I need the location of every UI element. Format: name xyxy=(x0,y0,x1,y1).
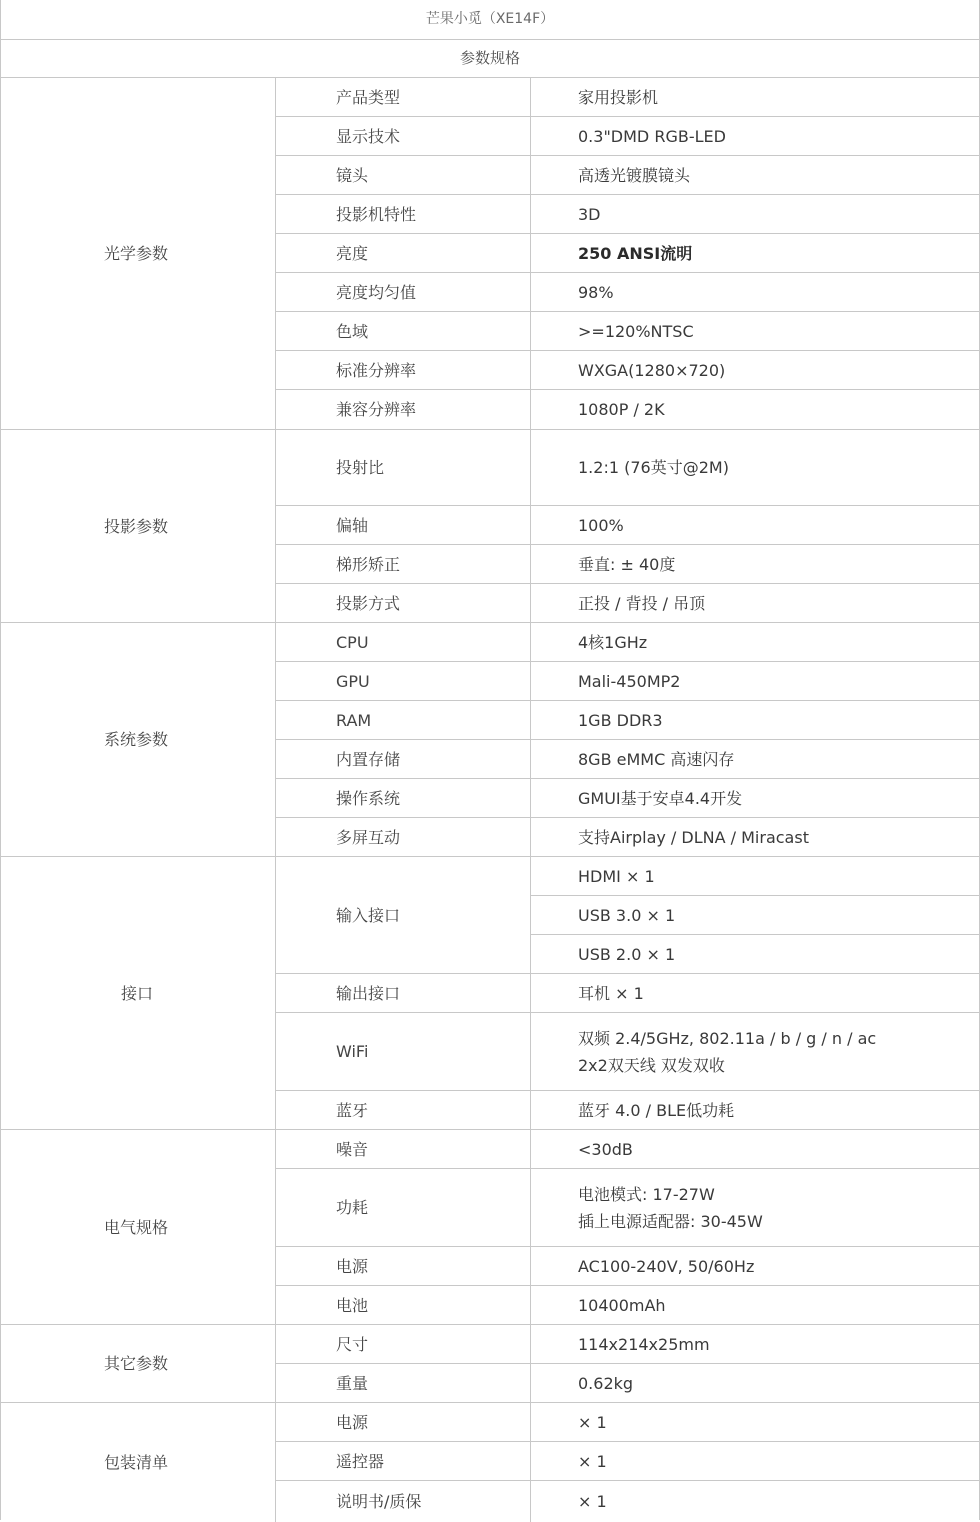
row-value: USB 2.0 × 1 xyxy=(578,944,676,964)
row-label: 镜头 xyxy=(336,165,369,185)
row-value: AC100-240V, 50/60Hz xyxy=(578,1256,755,1276)
category-package: 包装清单 xyxy=(104,1452,169,1472)
row-value: 电池模式: 17-27W 插上电源适配器: 30-45W xyxy=(578,1184,763,1231)
row-label: 标准分辨率 xyxy=(336,360,417,380)
row-label: 尺寸 xyxy=(336,1334,369,1354)
category-other: 其它参数 xyxy=(104,1354,169,1374)
row-label: 亮度均匀值 xyxy=(336,282,417,302)
row-value: 支持Airplay / DLNA / Miracast xyxy=(578,827,809,847)
row-value: 垂直: ± 40度 xyxy=(578,554,676,574)
row-label: 产品类型 xyxy=(336,87,401,107)
row-value: 正投 / 背投 / 吊顶 xyxy=(578,593,706,613)
row-value: 10400mAh xyxy=(578,1295,666,1315)
row-label: 投影方式 xyxy=(336,593,401,613)
row-value: 1080P / 2K xyxy=(578,400,665,420)
category-system: 系统参数 xyxy=(104,730,169,750)
row-label: 输出接口 xyxy=(336,983,401,1003)
spec-heading: 参数规格 xyxy=(459,49,520,68)
row-value: GMUI基于安卓4.4开发 xyxy=(578,788,743,808)
row-label: 电源 xyxy=(336,1256,369,1276)
row-value: × 1 xyxy=(578,1491,607,1511)
row-value: WXGA(1280×720) xyxy=(578,360,726,380)
category-projection: 投影参数 xyxy=(104,516,169,536)
row-value: 3D xyxy=(578,204,601,224)
row-value: 双频 2.4/5GHz, 802.11a / b / g / n / ac 2x2双天线 双发双收 xyxy=(578,1028,877,1075)
row-value: × 1 xyxy=(578,1412,607,1432)
row-value: >=120%NTSC xyxy=(578,321,694,341)
row-label: GPU xyxy=(336,671,370,691)
row-label: 操作系统 xyxy=(336,788,401,808)
row-label: 梯形矫正 xyxy=(336,554,401,574)
row-value: 家用投影机 xyxy=(578,87,659,107)
row-label: 噪音 xyxy=(336,1139,369,1159)
row-label: 重量 xyxy=(336,1373,369,1393)
row-value: 高透光镀膜镜头 xyxy=(578,165,691,185)
row-label: 兼容分辨率 xyxy=(336,400,417,420)
row-label: 内置存储 xyxy=(336,749,401,769)
row-label: 电池 xyxy=(336,1295,369,1315)
row-label: 显示技术 xyxy=(336,126,401,146)
row-label: 投射比 xyxy=(336,458,385,478)
row-value: 100% xyxy=(578,515,624,535)
row-label: 电源 xyxy=(336,1412,369,1432)
row-label: 遥控器 xyxy=(336,1451,385,1471)
row-label: 功耗 xyxy=(336,1198,369,1218)
row-value: 耳机 × 1 xyxy=(578,983,644,1003)
row-value: × 1 xyxy=(578,1451,607,1471)
row-label: 多屏互动 xyxy=(336,827,401,847)
category-electrical: 电气规格 xyxy=(104,1217,169,1237)
category-optical: 光学参数 xyxy=(104,244,169,264)
row-value: 0.62kg xyxy=(578,1373,634,1393)
row-value: 4核1GHz xyxy=(578,632,648,652)
row-value: 250 ANSI流明 xyxy=(578,243,693,263)
row-label: CPU xyxy=(336,632,369,652)
category-interfaces: 接口 xyxy=(121,983,154,1003)
row-value: 98% xyxy=(578,282,614,302)
product-title: 芒果小觅（XE14F） xyxy=(425,11,555,28)
row-value: USB 3.0 × 1 xyxy=(578,905,676,925)
row-label: 说明书/质保 xyxy=(336,1491,422,1511)
row-label: 输入接口 xyxy=(336,905,401,925)
row-value: 114x214x25mm xyxy=(578,1334,710,1354)
row-value: 0.3"DMD RGB-LED xyxy=(578,126,726,146)
row-label: 偏轴 xyxy=(336,515,369,535)
row-label: 投影机特性 xyxy=(336,204,417,224)
row-label: 亮度 xyxy=(336,243,369,263)
row-value: <30dB xyxy=(578,1139,633,1159)
row-value: HDMI × 1 xyxy=(578,866,655,886)
row-label: 色域 xyxy=(336,321,369,341)
row-value: 1.2:1 (76英寸@2M) xyxy=(578,458,729,478)
row-value: Mali-450MP2 xyxy=(578,671,681,691)
row-label: 蓝牙 xyxy=(336,1100,369,1120)
row-value: 蓝牙 4.0 / BLE低功耗 xyxy=(578,1100,735,1120)
row-value: 8GB eMMC 高速闪存 xyxy=(578,749,735,769)
row-label: WiFi xyxy=(336,1042,369,1062)
row-value: 1GB DDR3 xyxy=(578,710,663,730)
row-label: RAM xyxy=(336,710,372,730)
